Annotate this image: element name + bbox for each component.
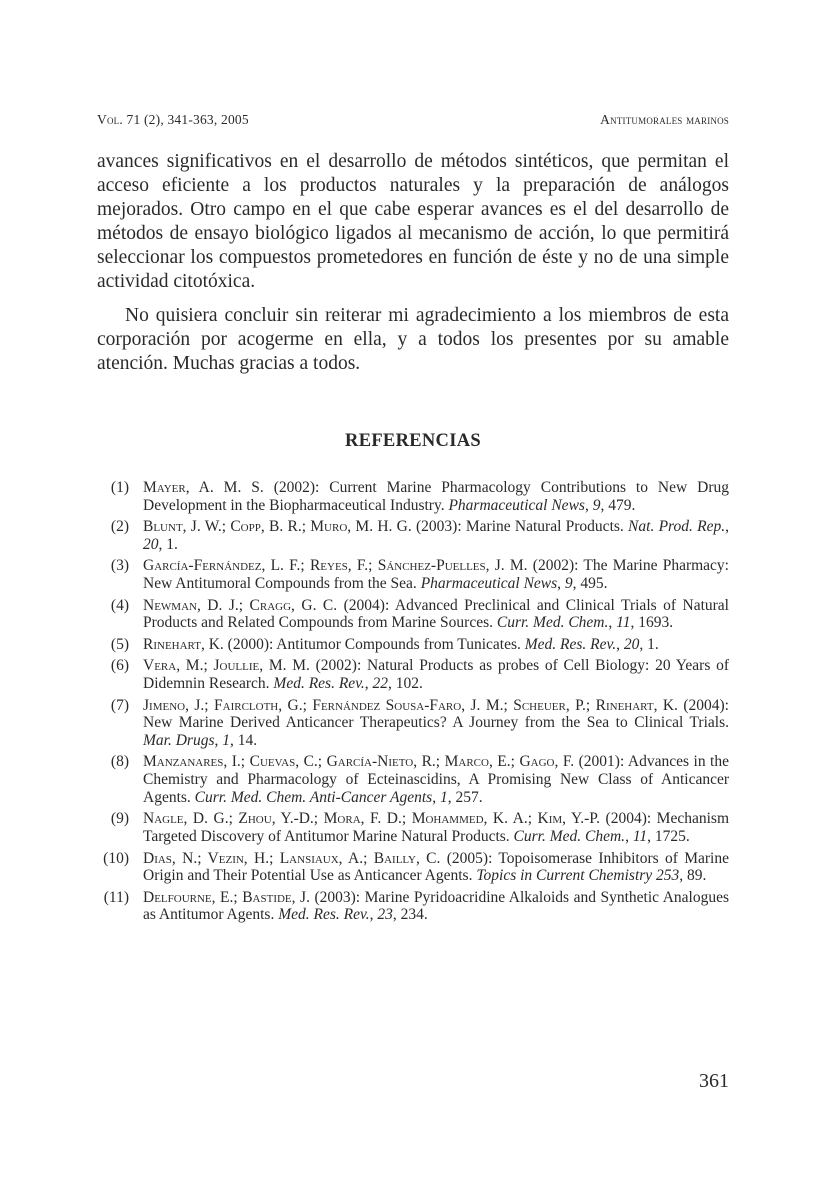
reference-journal: Pharmaceutical News <box>448 496 585 514</box>
reference-number: (8) <box>110 753 129 771</box>
reference-pages: , 257. <box>447 788 483 806</box>
body-paragraph: avances significativos en el desarrollo de métodos sintéticos, que permitan el acceso eficiente a los productos naturales y la preparación de análogos mejorados. Otro campo en el que cabe esperar avances es el del desarrollo de métodos de ensayo biológico ligados al mecanismo de acción, lo que permitirá seleccionar los compuestos prometedores en función de éste y no de una simple actividad citotóxica. <box>97 151 729 292</box>
reference-text: Nagle, D. G.; Zhou, Y.-D.; Mora, F. D.; Mohammed, K. A.; Kim, Y.-P. (2004): Mechanism Targeted Discovery of Antitumor Marine Natural Products. Curr. Med. Chem., 11, 1725. <box>143 810 729 846</box>
reference-number: (6) <box>110 657 129 675</box>
reference-authors: Jimeno, J.; Faircloth, G.; Fernández Sousa-Faro, J. M.; Scheuer, P.; Rinehart, K. <box>143 696 678 714</box>
reference-item <box>97 850 729 885</box>
reference-volume: 9 <box>564 575 573 593</box>
reference-item <box>97 557 729 592</box>
reference-item <box>97 657 729 692</box>
reference-number: (7) <box>110 696 129 714</box>
reference-authors: Manzanares, I.; Cuevas, C.; García-Nieto, R.; Marco, E.; Gago, F. <box>143 753 575 771</box>
reference-journal: Med. Res. Rev. <box>278 906 370 924</box>
reference-text <box>143 850 729 885</box>
reference-title: (2002): Natural Products as probes of Cell Biology: 20 Years of Didemnin Research. <box>143 657 729 693</box>
reference-authors: Rinehart, K. <box>143 635 224 653</box>
reference-text: Blunt, J. W.; Copp, B. R.; Muro, M. H. G. (2003): Marine Natural Products. Nat. Prod. Rep., 20, 1. <box>143 518 729 553</box>
reference-item <box>97 697 729 750</box>
reference-item <box>97 810 729 845</box>
reference-title: (2002): The Marine Pharmacy: New Antitumoral Compounds from the Sea. <box>143 557 729 593</box>
reference-volume: 11 <box>632 828 648 846</box>
reference-title: (2003): Marine Pyridoacridine Alkaloids and Synthetic Analogues as Antitumor Agents. <box>143 888 729 924</box>
reference-pages: , 479. <box>600 496 636 514</box>
reference-number: (10) <box>103 849 129 867</box>
references-heading: REFERENCIAS <box>345 431 481 451</box>
reference-number: (11) <box>103 888 129 906</box>
reference-journal: Curr. Med. Chem. Anti-Cancer Agents <box>194 788 433 806</box>
reference-volume: 20 <box>623 635 640 653</box>
reference-volume: 22 <box>372 675 389 693</box>
reference-pages: , 14. <box>229 731 258 749</box>
reference-title: (2003): Marine Natural Products. <box>411 518 629 536</box>
reference-volume: 20 <box>143 535 159 553</box>
reference-title: (2005): Topoisomerase Inhibitors of Marine Origin and Their Potential Use as Anticancer Agents. <box>143 849 729 885</box>
reference-number: (5) <box>110 635 129 653</box>
reference-text: Newman, D. J.; Cragg, G. C. (2004): Advanced Preclinical and Clinical Trials of Natural Products and Related Compounds from Marine Sources. Curr. Med. Chem., 11, 1693. <box>143 596 729 632</box>
reference-number: (3) <box>110 557 129 575</box>
reference-volume: 11 <box>616 614 631 632</box>
reference-journal: Curr. Med. Chem. <box>513 828 626 846</box>
body-paragraph: No quisiera concluir sin reiterar mi agradecimiento a los miembros de esta corporación por acogerme en ella, y a todos los presentes por su amable atención. Muchas gracias a todos. <box>97 305 729 374</box>
reference-text: García-Fernández, L. F.; Reyes, F.; Sánchez-Puelles, J. M. (2002): The Marine Pharmacy: New Antitumoral Compounds from the Sea. Pharmaceutical News, 9, 495. <box>143 557 729 593</box>
reference-journal: Topics in Current Chemistry 253 <box>476 867 680 885</box>
reference-text: Rinehart, K. (2000): Antitumor Compounds from Tunicates. Med. Res. Rev., 20, 1. <box>143 635 659 653</box>
reference-number: (2) <box>110 518 129 536</box>
reference-pages: , 1. <box>158 535 178 553</box>
reference-pages: , 234. <box>392 906 428 924</box>
reference-pages: , 495. <box>572 575 608 593</box>
reference-number: (1) <box>110 479 129 496</box>
reference-journal: Med. Res. Rev. <box>524 635 617 653</box>
reference-volume: 1 <box>439 788 448 806</box>
reference-item <box>97 753 729 806</box>
reference-text: Mayer, A. M. S. (2002): Current Marine Pharmacology Contributions to New Drug Development in the Biopharmaceutical Industry. Pharmaceutical News, 9, 479. <box>143 479 729 514</box>
reference-item <box>97 479 729 514</box>
reference-item <box>97 597 729 632</box>
reference-journal: Med. Res. Rev. <box>273 675 365 693</box>
reference-text: Delfourne, E.; Bastide, J. (2003): Marine Pyridoacridine Alkaloids and Synthetic Analogues as Antitumor Agents. Med. Res. Rev., 23, 234. <box>143 888 729 924</box>
reference-item <box>97 518 729 553</box>
reference-item <box>97 636 729 654</box>
reference-title: (2000): Antitumor Compounds from Tunicates. <box>223 635 525 653</box>
reference-number: (4) <box>110 596 129 614</box>
reference-list <box>97 479 729 928</box>
reference-title: (2001): Advances in the Chemistry and Pharmacology of Ecteinascidins, A Promising New Class of Anticancer Agents. <box>143 753 729 806</box>
reference-journal: Pharmaceutical News <box>420 575 558 593</box>
reference-text: Jimeno, J.; Faircloth, G.; Fernández Sousa-Faro, J. M.; Scheuer, P.; Rinehart, K. (2004): New Marine Derived Anticancer Therapeutics? A Journey from the Sea to Clinical Trials. Mar. Drugs, 1, 14. <box>143 696 729 749</box>
reference-title: (2004): New Marine Derived Anticancer Therapeutics? A Journey from the Sea to Clinical Trials. <box>143 696 729 732</box>
reference-authors: Mayer, A. M. S. <box>143 479 264 496</box>
reference-journal: Curr. Med. Chem. <box>496 614 609 632</box>
reference-authors: García-Fernández, L. F.; Reyes, F.; Sánchez-Puelles, J. M. <box>143 557 528 575</box>
reference-pages: , 89. <box>679 867 707 885</box>
header-volume-info: Vol. 71 (2), 341-363, 2005 <box>97 112 249 127</box>
page-number: 361 <box>699 1070 729 1092</box>
reference-journal: Nat. Prod. Rep. <box>628 518 726 536</box>
header-article-title: Antitumorales marinos <box>600 112 729 127</box>
reference-title: (2002): Current Marine Pharmacology Contributions to New Drug Development in the Biopharmaceutical Industry. <box>143 479 729 514</box>
reference-number: (9) <box>110 810 129 828</box>
reference-title: (2004): Advanced Preclinical and Clinical Trials of Natural Products and Related Compounds from Marine Sources. <box>143 596 729 632</box>
body-text <box>97 150 729 386</box>
reference-authors: Delfourne, E.; Bastide, J. <box>143 888 310 906</box>
reference-pages: , 1725. <box>647 828 690 846</box>
reference-title: (2004): Mechanism Targeted Discovery of Antitumor Marine Natural Products. <box>143 810 729 846</box>
reference-volume: 1 <box>222 731 230 749</box>
reference-text: Manzanares, I.; Cuevas, C.; García-Nieto, R.; Marco, E.; Gago, F. (2001): Advances in the Chemistry and Pharmacology of Ecteinascidins, A Promising New Class of Anticancer Agents. Curr. Med. Chem. Anti-Cancer Agents, 1, 257. <box>143 753 729 806</box>
reference-authors: Blunt, J. W.; Copp, B. R.; Muro, M. H. G. <box>143 518 412 536</box>
reference-pages: , 1693. <box>630 614 674 632</box>
reference-text: Vera, M.; Joullie, M. M. (2002): Natural Products as probes of Cell Biology: 20 Years of Didemnin Research. Med. Res. Rev., 22, 102. <box>143 657 729 693</box>
reference-authors: Vera, M.; Joullie, M. M. <box>143 657 310 675</box>
reference-item <box>97 889 729 924</box>
reference-volume: 9 <box>592 496 601 514</box>
reference-volume: 23 <box>377 906 393 924</box>
reference-pages: , 1. <box>639 635 659 653</box>
reference-authors: Nagle, D. G.; Zhou, Y.-D.; Mora, F. D.; Mohammed, K. A.; Kim, Y.-P. <box>143 810 601 828</box>
reference-journal: Mar. Drugs <box>143 731 215 749</box>
reference-pages: , 102. <box>388 675 423 693</box>
reference-authors: Newman, D. J.; Cragg, G. C. <box>143 596 338 614</box>
reference-authors: Dias, N.; Vezin, H.; Lansiaux, A.; Bailly, C. <box>143 849 441 867</box>
